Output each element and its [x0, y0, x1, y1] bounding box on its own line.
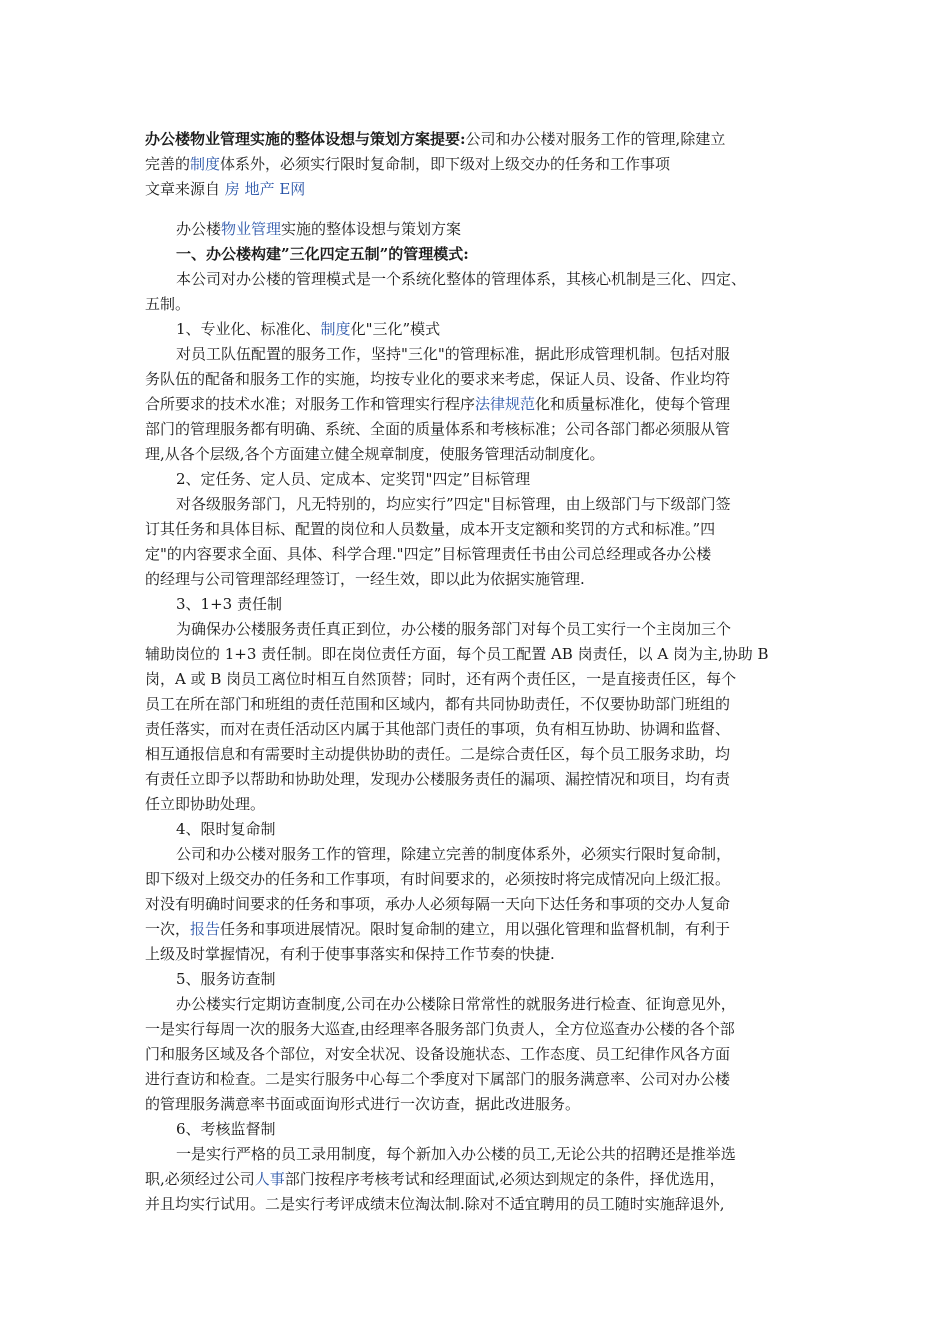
summary-line-2	[145, 153, 670, 175]
summary-text: 公司和办公楼对服务工作的管理,除建立	[465, 130, 726, 148]
paragraph-line: 对各级服务部门，凡无特别的，均应实行”四定"目标管理，由上级部门与下级部门签	[176, 495, 731, 513]
item-title	[176, 318, 440, 340]
paragraph-line	[145, 1168, 725, 1190]
paragraph-line: 对员工队伍配置的服务工作，坚持"三化"的管理标准，据此形成管理机制。包括对服	[176, 345, 730, 363]
paragraph-line: 公司和办公楼对服务工作的管理，除建立完善的制度体系外，必须实行限时复命制，	[176, 845, 732, 863]
paragraph-line: 务队伍的配备和服务工作的实施，均按专业化的要求来考虑，保证人员、设备、作业均符	[145, 370, 731, 388]
source-link[interactable]: 房 地产 E网	[224, 180, 306, 198]
item-title: 4、限时复命制	[176, 820, 276, 838]
doc-title-text: 办公楼	[176, 220, 222, 238]
paragraph-text: 职,必须经过公司	[145, 1170, 255, 1188]
item-title: 3、1+3 责任制	[176, 595, 282, 613]
paragraph-line: 辅助岗位的 1+3 责任制。即在岗位责任方面，每个员工配置 AB 岗责任，以 A 岗为主,协助 B	[145, 645, 769, 663]
paragraph-line: 一是实行每周一次的服务大巡查,由经理率各服务部门负责人，全方位巡查办公楼的各个部	[145, 1020, 735, 1038]
doc-title-text: 实施的整体设想与策划方案	[281, 220, 462, 238]
paragraph-text: 合所要求的技术水准；对服务工作和管理实行程序	[145, 395, 476, 413]
paragraph-line: 任立即协助处理。	[145, 795, 266, 813]
section-heading: 一、办公楼构建”三化四定五制”的管理模式:	[176, 245, 469, 263]
paragraph-line: 部门的管理服务都有明确、系统、全面的质量体系和考核标准；公司各部门都必须服从管	[145, 420, 731, 438]
paragraph-line: 并且均实行试用。二是实行考评成绩末位淘汰制.除对不适宜聘用的员工随时实施辞退外,	[145, 1195, 725, 1213]
paragraph-text: 部门按程序考核考试和经理面试,必须达到规定的条件，择优选用，	[284, 1170, 725, 1188]
paragraph-line: 即下级对上级交办的任务和工作事项，有时间要求的，必须按时将完成情况向上级汇报。	[145, 870, 731, 888]
paragraph-line: 为确保办公楼服务责任真正到位，办公楼的服务部门对每个员工实行一个主岗加三个	[176, 620, 732, 638]
paragraph-line	[145, 393, 730, 415]
paragraph-line: 岗，A 或 B 岗员工离位时相互自然顶替；同时，还有两个责任区，一是直接责任区，每个	[145, 670, 737, 688]
doc-title	[176, 218, 461, 240]
paragraph-line: 员工在所在部门和班组的责任范围和区域内，都有共同协助责任，不仅要协助部门班组的	[145, 695, 731, 713]
link-renshi[interactable]: 人事	[254, 1170, 285, 1188]
link-baogao[interactable]: 报告	[190, 920, 221, 938]
paragraph-text: 化和质量标准化，使每个管理	[535, 395, 731, 413]
paragraph-line: 本公司对办公楼的管理模式是一个系统化整体的管理体系，其核心机制是三化、四定、	[176, 270, 747, 288]
link-wuyeguanli[interactable]: 物业管理	[221, 220, 282, 238]
item-title-text: 1、专业化、标准化、	[176, 320, 321, 338]
paragraph-text: 任务和事项进展情况。限时复命制的建立，用以强化管理和监督机制，有利于	[220, 920, 731, 938]
source-label: 文章来源自	[145, 180, 221, 198]
link-falvguifan[interactable]: 法律规范	[475, 395, 536, 413]
link-zhidu[interactable]: 制度	[320, 320, 351, 338]
paragraph-line: 办公楼实行定期访查制度,公司在办公楼除日常常性的就服务进行检查、征询意见外，	[176, 995, 736, 1013]
source-line	[145, 178, 305, 200]
summary-label: 办公楼物业管理实施的整体设想与策划方案提要:	[145, 130, 466, 148]
paragraph-line: 门和服务区域及各个部位，对安全状况、设备设施状态、工作态度、员工纪律作风各方面	[145, 1045, 731, 1063]
item-title: 5、服务访查制	[176, 970, 276, 988]
paragraph-line: 上级及时掌握情况，有利于使事事落实和保持工作节奏的快捷.	[145, 945, 555, 963]
paragraph-line: 理,从各个层级,各个方面建立健全规章制度，使服务管理活动制度化。	[145, 445, 605, 463]
paragraph-line: 一是实行严格的员工录用制度，每个新加入办公楼的员工,无论公共的招聘还是推举选	[176, 1145, 736, 1163]
paragraph-line: 有责任立即予以帮助和协助处理，发现办公楼服务责任的漏项、漏控情况和项目，均有责	[145, 770, 731, 788]
item-title: 6、考核监督制	[176, 1120, 276, 1138]
paragraph-text: 一次，	[145, 920, 191, 938]
summary-line-1	[145, 128, 725, 150]
paragraph-line: 订其任务和具体目标、配置的岗位和人员数量，成本开支定额和奖罚的方式和标准。”四	[145, 520, 716, 538]
paragraph-line: 相互通报信息和有需要时主动提供协助的责任。二是综合责任区，每个员工服务求助，均	[145, 745, 731, 763]
paragraph-line: 五制。	[145, 295, 191, 313]
paragraph-line: 的经理与公司管理部经理签订，一经生效，即以此为依据实施管理.	[145, 570, 585, 588]
summary-text: 完善的	[145, 155, 191, 173]
paragraph-line: 定"的内容要求全面、具体、科学合理."四定”目标管理责任书由公司总经理或各办公楼	[145, 545, 712, 563]
paragraph-line: 进行查访和检查。二是实行服务中心每二个季度对下属部门的服务满意率、公司对办公楼	[145, 1070, 731, 1088]
paragraph-line: 对没有明确时间要求的任务和事项，承办人必须每隔一天向下达任务和事项的交办人复命	[145, 895, 731, 913]
paragraph-line: 责任落实，而对在责任活动区内属于其他部门责任的事项，负有相互协助、协调和监督、	[145, 720, 731, 738]
paragraph-line: 的管理服务满意率书面或面询形式进行一次访查，据此改进服务。	[145, 1095, 581, 1113]
item-title: 2、定任务、定人员、定成本、定奖罚"四定”目标管理	[176, 470, 531, 488]
paragraph-line	[145, 918, 730, 940]
summary-text: 体系外，必须实行限时复命制，即下级对上级交办的任务和工作事项	[220, 155, 671, 173]
item-title-text: 化"三化”模式	[350, 320, 441, 338]
link-zhidu[interactable]: 制度	[190, 155, 221, 173]
